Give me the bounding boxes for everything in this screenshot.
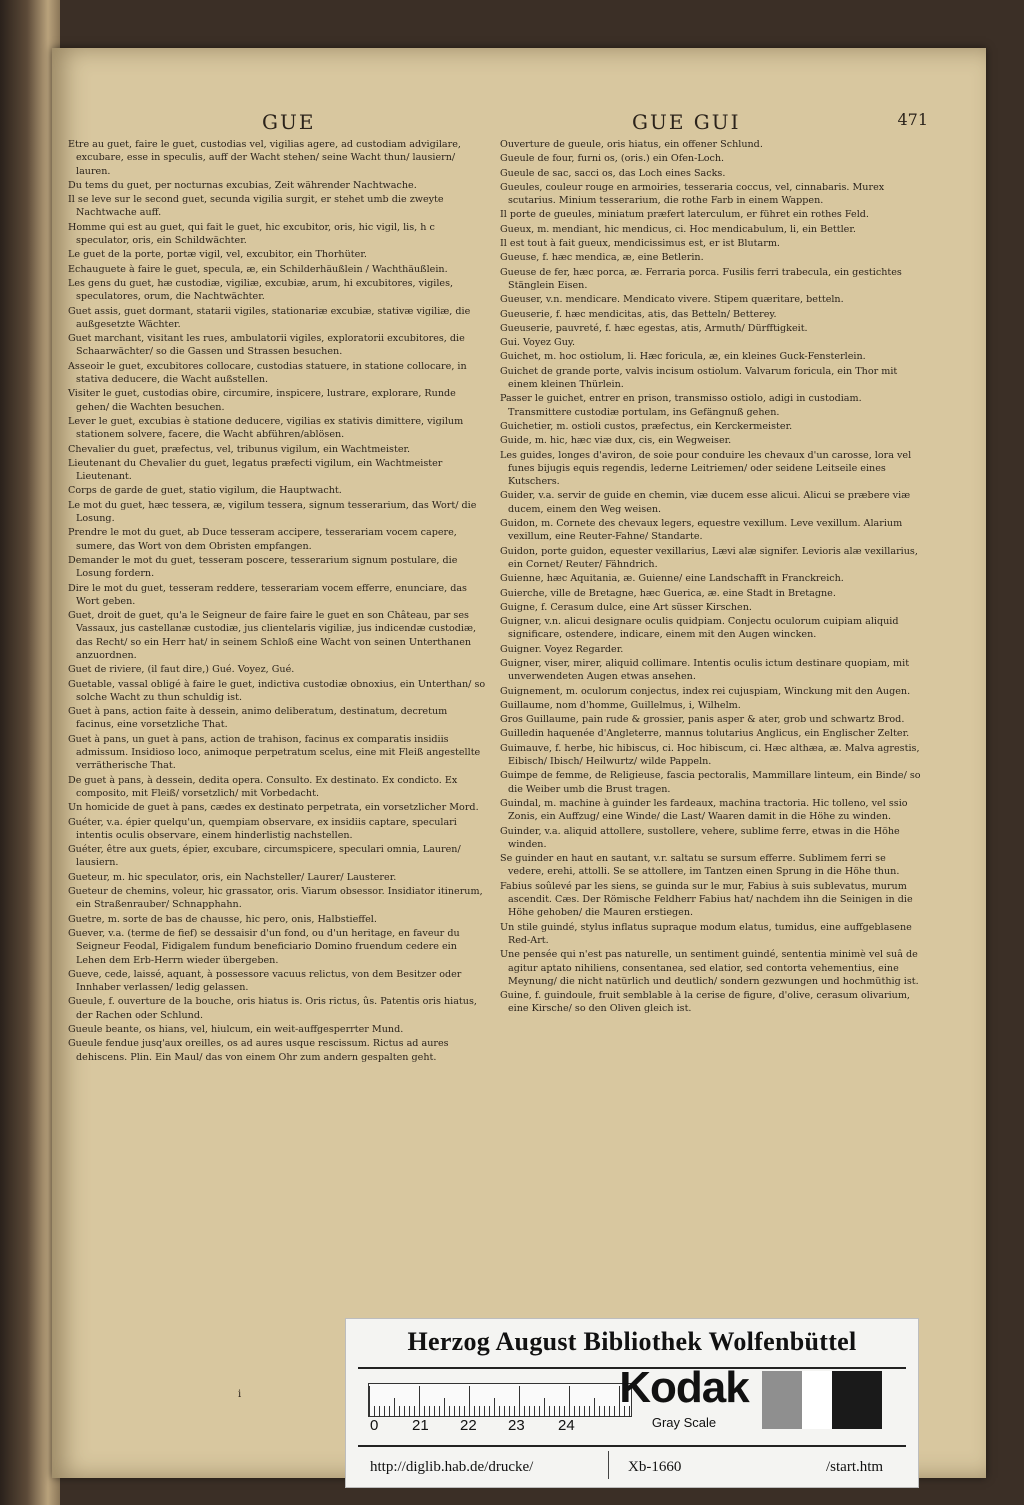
ruler-tick: [509, 1406, 510, 1416]
dictionary-entry: Gui. Voyez Guy.: [500, 337, 576, 349]
ruler-tick: [374, 1406, 375, 1416]
dictionary-entry: Guichet, m. hoc ostiolum, li. Hæc foricula, æ, ein kleines Guck-Fensterlein.: [500, 351, 866, 363]
ruler-tick: [554, 1406, 555, 1416]
ruler-tick: [434, 1406, 435, 1416]
dictionary-entry: Une pensée qui n'est pas naturelle, un sentiment guindé, sententia minimè vel suâ de agitur aptato nihiliens, consentanea, sed elatior, sed contorta vehementius, eine Meynung/ die nicht natürlich und deutlich/ sondern gezwungen und hochmüthig ist.: [500, 949, 919, 987]
dictionary-entry: Le guet de la porte, portæ vigil, vel, excubitor, ein Thorhüter.: [68, 249, 367, 261]
dictionary-entry: Les guides, longes d'aviron, de soie pour conduire les chevaux d'un carosse, lora vel funes bijugis equis regendis, lederne Leitriemen/ oder seidene Leitseile eines Kutschers.: [500, 449, 912, 488]
dictionary-entry: Homme qui est au guet, qui fait le guet, hic excubitor, oris, hic vigil, lis, h c speculator, oris, ein Schildwächter.: [68, 221, 435, 247]
black-swatch: [832, 1371, 882, 1429]
ruler-tick: [599, 1406, 600, 1416]
dictionary-entry: Guet à pans, action faite à dessein, animo deliberatum, destinatum, decretum facinus, eine vorsetzliche That.: [68, 706, 448, 731]
ruler-tick: [504, 1406, 505, 1416]
ruler-tick: [604, 1406, 605, 1416]
dictionary-entry: Gueteur, m. hic speculator, oris, ein Nachsteller/ Laurer/ Lausterer.: [68, 871, 397, 883]
dictionary-entry: Gros Guillaume, pain rude & grossier, panis asper & ater, grob und schwartz Brod.: [500, 714, 905, 726]
ruler-tick: [539, 1406, 540, 1416]
gray-swatch: [762, 1371, 802, 1429]
ruler-tick: [479, 1406, 480, 1416]
digital-library-url: http://diglib.hab.de/drucke/: [370, 1459, 534, 1475]
dictionary-entry: Dire le mot du guet, tesseram reddere, tesserariam vocem efferre, enunciare, das Wort geben.: [68, 582, 467, 607]
dictionary-entry: Chevalier du guet, præfectus, vel, tribunus vigilum, ein Wachtmeister.: [68, 443, 411, 455]
ruler-tick: [379, 1406, 380, 1416]
ruler-tick: [529, 1406, 530, 1416]
dictionary-entry: Guienne, hæc Aquitania, æ. Guienne/ eine Landschafft in Franckreich.: [500, 573, 844, 585]
running-head-right: GUE GUI: [632, 110, 741, 134]
ruler-label: 23: [508, 1417, 525, 1434]
dictionary-entry: Gueules, couleur rouge en armoiries, tesseraria coccus, vel, cinnabaris. Murex scutarius. Minium tesserarium, die rothe Farb in einem Wappen.: [500, 181, 885, 207]
dictionary-entry: Lever le guet, excubias è statione deducere, vigilias ex stativis dimittere, vigilum stationem solvere, facere, die Wacht abführen/ablösen.: [68, 415, 464, 441]
right-column: [500, 138, 922, 1017]
dictionary-entry: Guimauve, f. herbe, hic hibiscus, ci. Hoc hibiscum, ci. Hæc althæa, æ. Malva agrestis, Eibisch/ Ibisch/ Heilwurtz/ wilde Pappeln.: [500, 742, 920, 768]
dictionary-entry: Guéter, v.a. épier quelqu'un, quempiam observare, ex insidiis captare, speculari intentis oculis observare, einem hinderlistig nachstellen.: [68, 816, 457, 841]
ruler-tick: [544, 1398, 545, 1416]
ruler-labels: [368, 1417, 630, 1437]
dictionary-entry: Guide, m. hic, hæc viæ dux, cis, ein Wegweiser.: [500, 435, 732, 447]
gray-scale-label: Gray Scale: [651, 1415, 717, 1430]
ruler-tick: [574, 1406, 575, 1416]
library-name: Herzog August Bibliothek Wolfenbüttel: [407, 1327, 857, 1356]
card-rule-bottom: [358, 1445, 906, 1447]
library-target-card: [345, 1318, 919, 1488]
dictionary-entry: Guimpe de femme, de Religieuse, fascia pectoralis, Mammillare linteum, ein Binde/ so die Weiber umb die Brust tragen.: [500, 770, 921, 795]
dictionary-entry: Visiter le guet, custodias obire, circumire, inspicere, lustrare, explorare, Runde gehen/ die Wachten besuchen.: [68, 388, 456, 413]
dictionary-entry: Guigne, f. Cerasum dulce, eine Art süsser Kirschen.: [500, 601, 752, 613]
ruler-tick: [494, 1398, 495, 1416]
ruler-tick: [469, 1386, 470, 1416]
dictionary-entry: Guetable, vassal obligé à faire le guet, indictiva custodiæ obnoxius, ein Unterthan/ so solche Wacht zu thun schuldig ist.: [68, 678, 486, 703]
dictionary-entry: Passer le guichet, entrer en prison, transmisso ostiolo, adigi in custodiam. Transmittere custodiæ portulam, ins Gefängnuß gehen.: [500, 393, 862, 418]
dictionary-entry: Gueuser, v.n. mendicare. Mendicato vivere. Stipem quæritare, betteln.: [500, 294, 844, 306]
dictionary-entry: Guidon, porte guidon, equester vexillarius, Lævi alæ signifer. Levioris alæ vexillarius, ein Cornet/ Reuter/ Fähndrich.: [500, 545, 918, 570]
dictionary-entry: Guéter, être aux guets, épier, excubare, circumspicere, speculari omnia, Lauren/ lausiern.: [68, 844, 461, 869]
dictionary-entry: Guindal, m. machine à guinder les fardeaux, machina tractoria. Hic tolleno, vel ssio Zonis, ein Auffzug/ eine Winde/ die Last/ Waaren damit in die Höhe zu winden.: [500, 797, 908, 823]
ruler-tick: [579, 1406, 580, 1416]
dictionary-entry: Guigner, viser, mirer, aliquid collimare. Intentis oculis ictum destinare quopiam, mit unverwendeten Augen etwas ansehen.: [500, 657, 910, 683]
left-column: [68, 138, 488, 1065]
dictionary-entry: Gueuserie, pauvreté, f. hæc egestas, atis, Armuth/ Dürfftigkeit.: [500, 322, 808, 334]
ruler-tick: [464, 1406, 465, 1416]
dictionary-entry: Guillaume, nom d'homme, Guillelmus, i, Wilhelm.: [500, 699, 741, 711]
dictionary-entry: Il se leve sur le second guet, secunda vigilia surgit, er stehet umb die zweyte Nachtwache auff.: [68, 194, 444, 219]
signature-mark: i: [238, 1389, 242, 1400]
dictionary-entry: Guichet de grande porte, valvis incisum ostiolum. Valvarum foricula, ein Thor mit einem kleinen Thürlein.: [500, 365, 898, 391]
dictionary-entry: Guet marchant, visitant les rues, ambulatorii vigiles, exploratorii excubitores, die Schaarwächter/ so die Gassen und Strassen besuchen.: [68, 333, 465, 358]
dictionary-entry: Guetre, m. sorte de bas de chausse, hic pero, onis, Halbstieffel.: [68, 913, 377, 925]
ruler-tick: [524, 1406, 525, 1416]
dictionary-entry: Guierche, ville de Bretagne, hæc Guerica, æ. eine Stadt in Bretagne.: [500, 587, 836, 599]
dictionary-entry: Gueule de four, furni os, (oris.) ein Ofen-Loch.: [500, 153, 725, 165]
page-number: 471: [897, 110, 928, 129]
dictionary-entry: Guever, v.a. (terme de fief) se dessaisir d'un fond, ou d'un heritage, en faveur du Seigneur Feodal, Fidigalem fundum beneficiario Domino fruendum cedere ein Lehen dem Erb-Herrn wieder übergeben.: [68, 927, 460, 966]
ruler-label: 24: [558, 1417, 575, 1434]
dictionary-entry: Gueux, m. mendiant, hic mendicus, ci. Hoc mendicabulum, li, ein Bettler.: [500, 223, 856, 235]
kodak-logo: Kodak: [619, 1363, 749, 1412]
book-spine: [0, 0, 60, 1505]
dictionary-entry: Corps de garde de guet, statio vigilum, die Hauptwacht.: [68, 485, 342, 497]
ruler-tick: [449, 1406, 450, 1416]
ruler-tick: [414, 1406, 415, 1416]
ruler-tick: [594, 1398, 595, 1416]
ruler-tick: [514, 1406, 515, 1416]
dictionary-entry: Un homicide de guet à pans, cædes ex destinato perpetrata, ein vorsetzlicher Mord.: [68, 802, 479, 814]
ruler-label: 0: [370, 1417, 379, 1434]
white-swatch: [802, 1371, 832, 1429]
ruler-tick: [564, 1406, 565, 1416]
ruler-tick: [584, 1406, 585, 1416]
dictionary-entry: Asseoir le guet, excubitores collocare, custodias statuere, in statione collocare, in stativa deducere, die Wacht außstellen.: [68, 360, 467, 386]
ruler-tick: [389, 1406, 390, 1416]
ruler-tick: [384, 1406, 385, 1416]
dictionary-entry: Gueule, f. ouverture de la bouche, oris hiatus is. Oris rictus, ûs. Patentis oris hiatus, der Rachen oder Schlund.: [68, 996, 477, 1021]
scanned-page: [52, 48, 986, 1478]
dictionary-entry: Du tems du guet, per nocturnas excubias, Zeit währender Nachtwache.: [68, 179, 417, 191]
dictionary-entry: Lieutenant du Chevalier du guet, legatus præfecti vigilum, ein Wachtmeister Lieutenant.: [68, 457, 443, 483]
dictionary-entry: Il porte de gueules, miniatum præfert laterculum, er führet ein rothes Feld.: [500, 209, 869, 221]
dictionary-entry: Guider, v.a. servir de guide en chemin, viæ ducem esse alicui. Alicui se præbere viæ ducem, einem den Weg weisen.: [500, 490, 911, 515]
dictionary-entry: Guilledin haquenée d'Angleterre, mannus tolutarius Anglicus, ein Englischer Zelter.: [500, 728, 910, 740]
ruler-tick: [429, 1406, 430, 1416]
dictionary-entry: Guinder, v.a. aliquid attollere, sustollere, vehere, sublime ferre, etwas in die Höhe winden.: [500, 825, 900, 850]
ruler-tick: [549, 1406, 550, 1416]
page-header: [52, 110, 986, 140]
ruler-tick: [459, 1406, 460, 1416]
ruler-tick: [489, 1406, 490, 1416]
dictionary-entry: Guet de riviere, (il faut dire,) Gué. Voyez, Gué.: [68, 664, 295, 676]
ruler-tick: [394, 1398, 395, 1416]
dictionary-entry: Guet assis, guet dormant, statarii vigiles, stationariæ excubiæ, stativæ vigiliæ, die außgesetzte Wächter.: [68, 305, 471, 330]
dictionary-entry: Gueule fendue jusq'aux oreilles, os ad aures usque rescissum. Rictus ad aures dehiscens. Plin. Ein Maul/ das von einem Ohr zum andern gespalten geht.: [68, 1038, 449, 1063]
dictionary-entry: Gueteur de chemins, voleur, hic grassator, oris. Viarum obsessor. Insidiator itinerum, ein Straßenrauber/ Schnapphahn.: [68, 886, 483, 911]
running-head-left: GUE: [262, 110, 316, 134]
dictionary-entry: Gueuserie, f. hæc mendicitas, atis, das Betteln/ Betterey.: [500, 308, 777, 320]
ruler-tick: [609, 1406, 610, 1416]
dictionary-entry: Fabius soûlevé par les siens, se guinda sur le mur, Fabius à suis sublevatus, murum ascendit. Cæs. Der Römische Feldherr Fabius hat/ nachdem ihn die Seinigen in die Höhe gehoben/ die Mauren erstiegen.: [500, 880, 913, 919]
dictionary-entry: Le mot du guet, hæc tessera, æ, vigilum tessera, signum tesserarium, das Wort/ die Losung.: [68, 499, 477, 525]
ruler-tick: [424, 1406, 425, 1416]
dictionary-entry: Demander le mot du guet, tesseram poscere, tesserarium signum postulare, die Losung fordern.: [68, 554, 458, 580]
ruler-tick: [399, 1406, 400, 1416]
footer-separator: [608, 1451, 609, 1479]
dictionary-entry: Guigner. Voyez Regarder.: [500, 643, 624, 655]
dictionary-entry: Guichetier, m. ostioli custos, præfectus, ein Kerckermeister.: [500, 420, 793, 432]
ruler-label: 21: [412, 1417, 429, 1434]
dictionary-entry: Il est tout à fait gueux, mendicissimus est, er ist Blutarm.: [500, 238, 780, 250]
dictionary-entry: Ouverture de gueule, oris hiatus, ein offener Schlund.: [500, 139, 763, 150]
ruler-label: 22: [460, 1417, 477, 1434]
dictionary-entry: Echauguete à faire le guet, specula, æ, ein Schilderhäußlein / Wachthäußlein.: [68, 263, 448, 275]
ruler-tick: [589, 1406, 590, 1416]
dictionary-entry: Guine, f. guindoule, fruit semblable à la cerise de figure, d'olive, cerasum olivarium, eine Kirsche/ so den Oliven gleich ist.: [500, 990, 910, 1015]
ruler-tick: [484, 1406, 485, 1416]
dictionary-entry: Etre au guet, faire le guet, custodias vel, vigilias agere, ad custodiam advigilare, excubare, esse in speculis, auff der Wacht stehen/ seine Wacht thun/ lausiern/ lauren.: [68, 139, 461, 177]
ruler-tick: [454, 1406, 455, 1416]
dictionary-entry: Un stile guindé, stylus inflatus supraque modum elatus, tumidus, eine auffgeblasene Red-Art.: [500, 921, 912, 946]
ruler-tick: [569, 1386, 570, 1416]
ruler-tick: [404, 1406, 405, 1416]
dictionary-entry: Gueule beante, os hians, vel, hiulcum, ein weit-auffgesperrter Mund.: [68, 1024, 404, 1035]
ruler-tick: [409, 1406, 410, 1416]
dictionary-entry: Se guinder en haut en sautant, v.r. saltatu se sursum efferre. Sublimem ferri se vedere, erehi, attolli. Se se attollere, im Tantzen einen Sprung in die Höhe thun.: [500, 853, 900, 878]
dictionary-entry: Guigner, v.n. alicui designare oculis quidpiam. Conjectu oculorum cuipiam aliquid significare, ostendere, indicare, einem mit den Augen wincken.: [500, 616, 899, 641]
dictionary-entry: Guignement, m. oculorum conjectus, index rei cujuspiam, Winckung mit den Augen.: [500, 685, 911, 697]
ruler-tick: [534, 1406, 535, 1416]
dictionary-entry: Guet à pans, un guet à pans, action de trahison, facinus ex comparatis insidiis admissum. Insidioso loco, animoque perpetratum scelus, eine mit Fleiß angestellte verrätherische That.: [68, 733, 481, 772]
ruler-tick: [499, 1406, 500, 1416]
ruler-tick: [474, 1406, 475, 1416]
dictionary-entry: Les gens du guet, hæ custodiæ, vigiliæ, excubiæ, arum, hi excubitores, vigiles, speculatores, orum, die Nachtwächter.: [68, 277, 454, 303]
ruler-tick: [439, 1406, 440, 1416]
ruler-tick: [559, 1406, 560, 1416]
dictionary-entry: Gueuse, f. hæc mendica, æ, eine Betlerin.: [500, 252, 704, 264]
ruler-tick: [419, 1386, 420, 1416]
dictionary-entry: Prendre le mot du guet, ab Duce tesseram accipere, tesserariam vocem capere, sumere, das Wort von dem Obristen empfangen.: [68, 527, 457, 552]
dictionary-entry: De guet à pans, à dessein, dedita opera. Consulto. Ex destinato. Ex condicto. Ex composito, mit Fleiß/ vorsetzlich/ mit Vorbedacht.: [68, 774, 458, 799]
shelfmark: Xb-1660: [628, 1459, 682, 1475]
dictionary-entry: Guet, droit de guet, qu'a le Seigneur de faire faire le guet en son Château, par ses Vassaux, jus castellanæ custodiæ, jus clientelaris vigiliæ, jus indicendæ custodiæ, das Recht/ so ein Herr hat/ in seinem Schloß eine Wacht von seinen Unterthanen anzuordnen.: [68, 610, 477, 661]
ruler-tick: [519, 1386, 520, 1416]
dictionary-entry: Gueuse de fer, hæc porca, æ. Ferraria porca. Fusilis ferri trabecula, ein gestichtes Stänglein Eisen.: [500, 266, 902, 291]
dictionary-entry: Gueve, cede, laissé, aquant, à possessore vacuus relictus, von dem Besitzer oder Innhaber verlassen/ ledig gelassen.: [68, 968, 462, 994]
dictionary-entry: Guidon, m. Cornete des chevaux legers, equestre vexillum. Leve vexillum. Alarium vexillum, eine Reuter-Fahne/ Standarte.: [500, 518, 903, 543]
ruler-tick: [444, 1398, 445, 1416]
scale-ruler: [368, 1383, 632, 1417]
start-link: /start.htm: [826, 1459, 884, 1475]
ruler-tick: [369, 1386, 370, 1416]
dictionary-entry: Gueule de sac, sacci os, das Loch eines Sacks.: [500, 167, 726, 179]
